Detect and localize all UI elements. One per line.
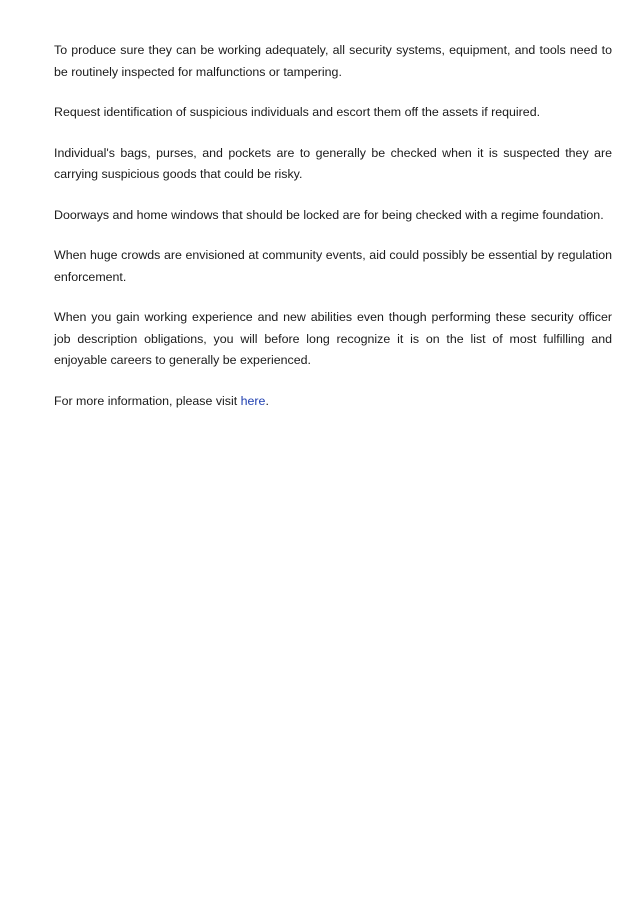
paragraph-identification: Request identification of suspicious individuals and escort them off the assets if required. xyxy=(54,105,541,119)
paragraph-experience: When you gain working experience and new abilities even though performing these security officer job description obligations, you will before long recognize it is on the list of most fulfilling and enjoyable careers to generally be experienced. xyxy=(54,310,612,367)
document-body xyxy=(54,40,612,431)
paragraph-bag-checks: Individual's bags, purses, and pockets are to generally be checked when it is suspected they are carrying suspicious goods that could be risky. xyxy=(54,145,612,181)
paragraph-inspection: To produce sure they can be working adequately, all security systems, equipment, and tools need to be routinely inspected for malfunctions or tampering. xyxy=(54,43,612,79)
more-info-line xyxy=(54,391,612,413)
here-link[interactable]: here xyxy=(240,393,266,408)
more-info-period: . xyxy=(265,393,269,408)
paragraph-doorways: Doorways and home windows that should be locked are for being checked with a regime foundation. xyxy=(54,207,604,222)
more-info-text: For more information, please visit xyxy=(54,393,241,408)
paragraph-crowds: When huge crowds are envisioned at community events, aid could possibly be essential by regulation enforcement. xyxy=(54,248,612,284)
